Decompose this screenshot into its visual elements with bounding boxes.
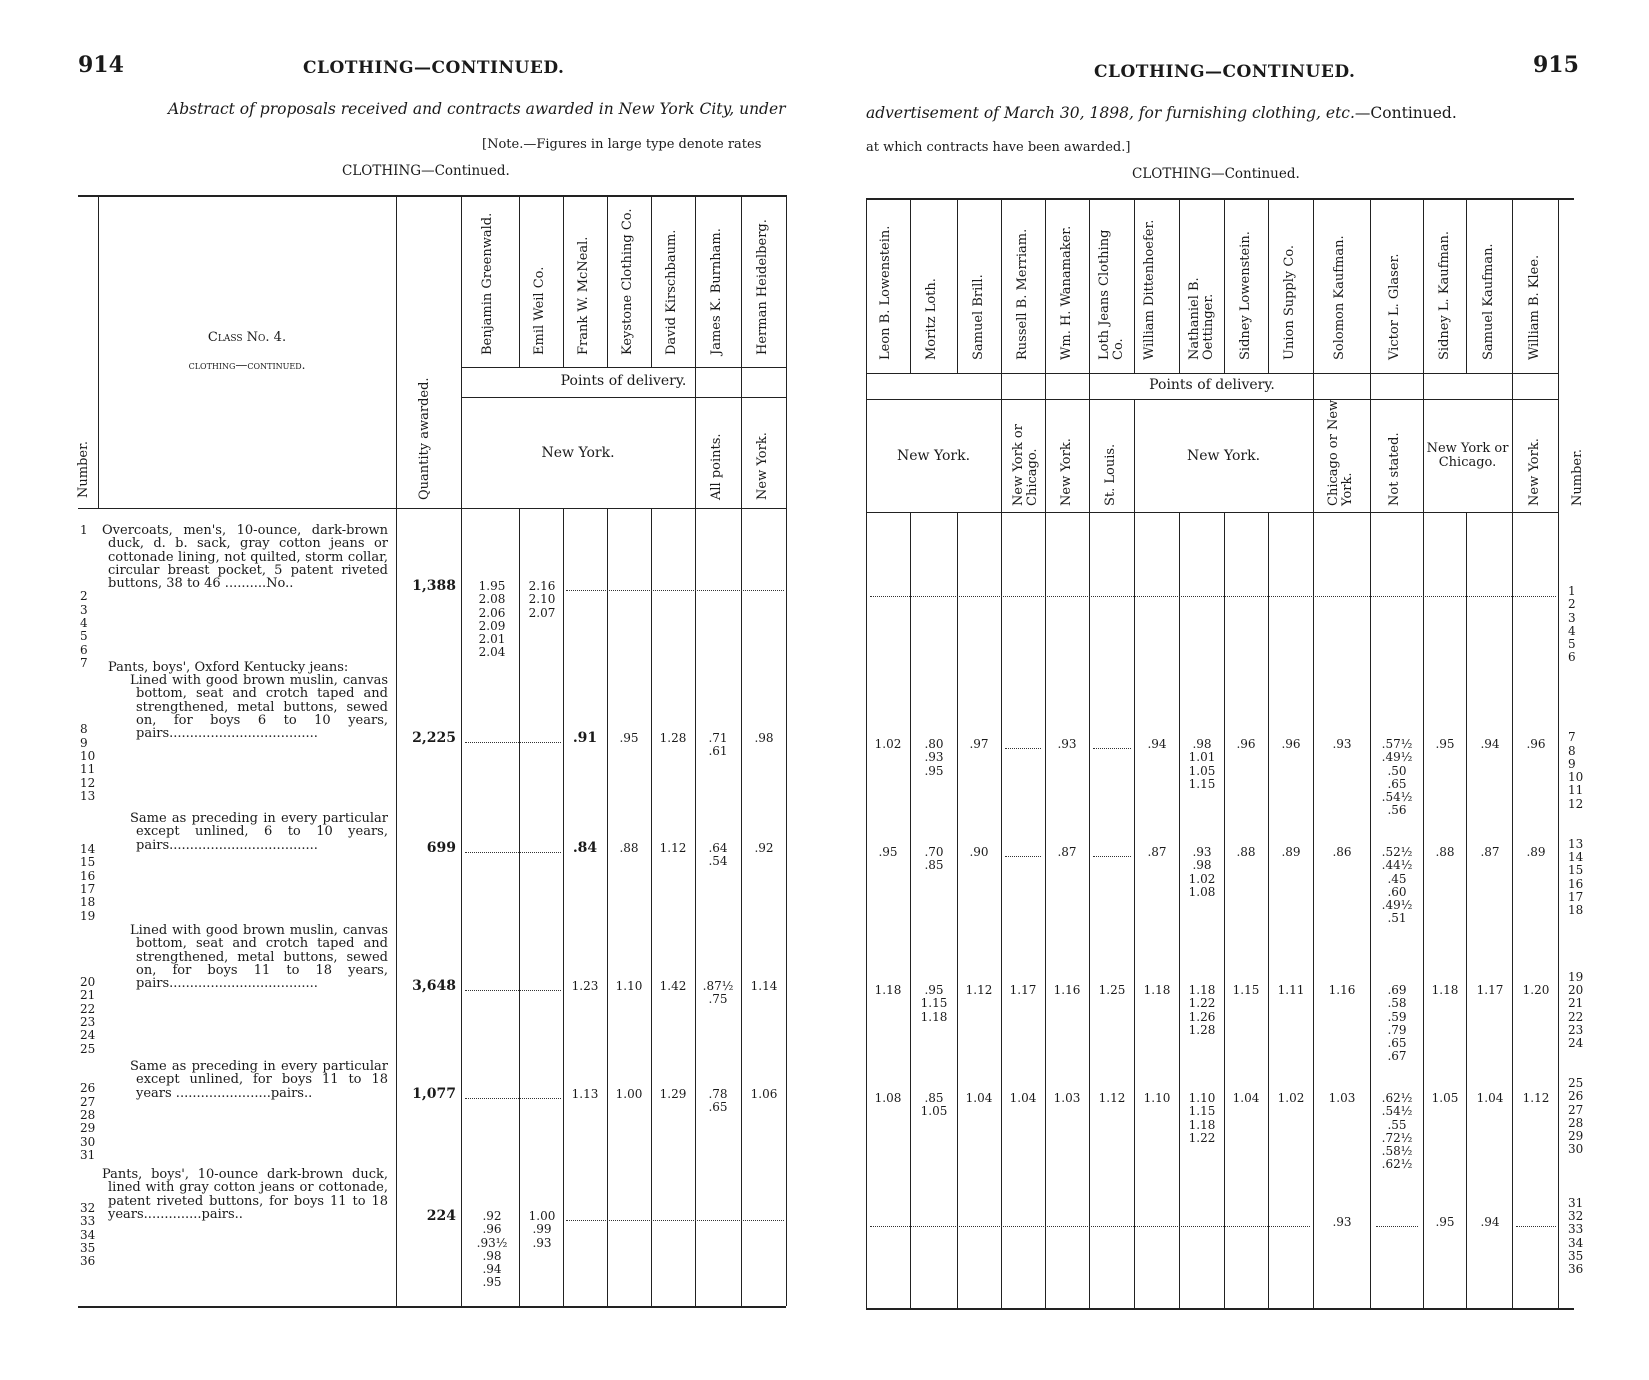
bid-values: .95 <box>1435 1215 1455 1229</box>
bid-values: .93 .98 1.02 1.08 <box>1188 845 1216 899</box>
bid-values: .88 <box>1236 845 1256 859</box>
subtitle: Abstract of proposals received and contracts awarded in New York City, under <box>168 100 786 118</box>
bidder-header: Loth Jeans Clothing Co. <box>1097 229 1126 360</box>
bid-values: .98 <box>754 731 774 745</box>
item-description: Lined with good brown muslin, canvas bottom, seat and crotch taped and strengthened, metal buttons, sewed on, for boys 6 to 10 years, pairs.................................... <box>130 673 388 742</box>
page-number: 915 <box>1533 52 1579 78</box>
delivery-new-york: New York. <box>1186 448 1261 464</box>
delivery-new-york: New York. <box>1059 438 1074 506</box>
bid-values: 1.10 <box>1143 1091 1171 1105</box>
bid-values: .64 .54 <box>708 841 728 869</box>
bid-values: .69 .58 .59 .79 .65 .67 <box>1387 983 1407 1064</box>
bid-values: 1.00 .99 .93 <box>528 1209 556 1250</box>
bid-values: .97 <box>969 737 989 751</box>
bid-values: 1.04 <box>965 1091 993 1105</box>
bid-values: 1.23 <box>571 979 599 993</box>
running-head: CLOTHING—CONTINUED. <box>1094 62 1356 82</box>
bid-values: .95 <box>878 845 898 859</box>
item-description: Same as preceding in every particular except unlined, 6 to 10 years, pairs.................................... <box>130 811 388 853</box>
bidder-header: Frank W. McNeal. <box>576 236 591 355</box>
delivery-ny-or-chicago: New York or Chicago. <box>1426 441 1509 471</box>
bidder-header: Nathaniel B. Oettinger. <box>1187 277 1216 360</box>
bid-values: .96 <box>1526 737 1546 751</box>
bid-values: .95 1.15 1.18 <box>920 983 948 1024</box>
bid-values: 1.04 <box>1476 1091 1504 1105</box>
subtitle <box>866 104 1457 122</box>
bidder-header: Victor L. Glaser. <box>1387 253 1402 360</box>
bid-values: .87 <box>1057 845 1077 859</box>
bid-values: .93 <box>1332 1215 1352 1229</box>
delivery-ny-or-chicago: New York or Chicago. <box>1011 424 1040 506</box>
bid-values: 1.42 <box>659 979 687 993</box>
page-number: 914 <box>78 52 124 78</box>
item-heading: Pants, boys', Oxford Kentucky jeans: <box>108 660 349 675</box>
bid-values: 1.20 <box>1522 983 1550 997</box>
bid-values: .71 .61 <box>708 731 728 759</box>
bid-values: .94 <box>1480 1215 1500 1229</box>
delivery-new-york: New York. <box>755 432 770 500</box>
bid-values: 1.03 <box>1053 1091 1081 1105</box>
bid-values: .70 .85 <box>924 845 944 873</box>
item-description: Lined with good brown muslin, canvas bottom, seat and crotch taped and strengthened, metal buttons, sewed on, for boys 11 to 18 years, pairs.................................... <box>130 923 388 992</box>
bidder-header: William Dittenhoefer. <box>1142 219 1157 360</box>
bidder-header: Sidney Lowenstein. <box>1238 231 1253 360</box>
points-of-delivery-label: Points of delivery. <box>560 373 687 389</box>
bidder-header: Samuel Brill. <box>971 274 986 360</box>
bid-values: .87 <box>1480 845 1500 859</box>
bid-values: 1.05 <box>1431 1091 1459 1105</box>
bidder-header: David Kirschbaum. <box>664 229 679 355</box>
bidder-header: Moritz Loth. <box>924 278 939 360</box>
bid-values: .88 <box>619 841 639 855</box>
bid-values: .93 <box>1332 737 1352 751</box>
bid-values: .94 <box>1480 737 1500 751</box>
bid-values: 1.14 <box>750 979 778 993</box>
bid-values: .89 <box>1281 845 1301 859</box>
row-numbers: 1 2 3 4 5 6 7 8 9 10 11 12 13 14 15 16 17 18 19 20 21 22 23 24 25 26 27 28 29 30 31 32 33 34 35 36 <box>1568 584 1584 1277</box>
bid-values: .88 <box>1435 845 1455 859</box>
bid-values: 1.04 <box>1232 1091 1260 1105</box>
quantity-header: Quantity awarded. <box>417 377 432 500</box>
subtitle-italic: advertisement of March 30, 1898, for furnishing clothing, etc. <box>866 104 1355 122</box>
bid-values: .85 1.05 <box>920 1091 948 1119</box>
bid-values: .84 <box>572 840 598 856</box>
bid-values: 1.16 <box>1328 983 1356 997</box>
bid-values: 1.25 <box>1098 983 1126 997</box>
bid-values: .86 <box>1332 845 1352 859</box>
bid-values: 1.15 <box>1232 983 1260 997</box>
bid-values: 1.18 <box>874 983 902 997</box>
bidder-header: Sidney L. Kaufman. <box>1437 230 1452 360</box>
delivery-chicago-or-ny: Chicago or New York. <box>1326 399 1355 506</box>
bid-values: 1.10 1.15 1.18 1.22 <box>1188 1091 1216 1145</box>
bid-values: 1.95 2.08 2.06 2.09 2.01 2.04 <box>478 579 506 660</box>
bid-values: 1.18 1.22 1.26 1.28 <box>1188 983 1216 1037</box>
item-description: Overcoats, men's, 10-ounce, dark-brown duck, d. b. sack, gray cotton jeans or cottonade lining, not quilted, storm collar, circular breast pocket, 5 patent riveted buttons, 38 to 46 ..........No.. <box>102 523 388 592</box>
bid-values: .96 <box>1281 737 1301 751</box>
quantity-awarded: 1,077 <box>412 1086 456 1102</box>
delivery-new-york: New York. <box>1527 438 1542 506</box>
bid-values: .80 .93 .95 <box>924 737 944 778</box>
bid-values: 1.00 <box>615 1087 643 1101</box>
quantity-awarded: 3,648 <box>412 978 456 994</box>
bidder-header: Wm. H. Wanamaker. <box>1059 225 1074 360</box>
bid-values: .57½ .49½ .50 .65 .54½ .56 <box>1381 737 1413 818</box>
bidder-header: Union Supply Co. <box>1282 244 1297 360</box>
item-description: Pants, boys', 10-ounce dark-brown duck, lined with gray cotton jeans or cottonade, patent riveted buttons, for boys 11 to 18 years..............pairs.. <box>102 1167 388 1222</box>
running-head: CLOTHING—CONTINUED. <box>303 58 565 78</box>
bid-values: .87 <box>1147 845 1167 859</box>
quantity-awarded: 699 <box>426 840 456 856</box>
bid-values: .98 1.01 1.05 1.15 <box>1188 737 1216 791</box>
bid-values: 2.16 2.10 2.07 <box>528 579 556 620</box>
bidder-header: Keystone Clothing Co. <box>620 208 635 355</box>
bid-values: .94 <box>1147 737 1167 751</box>
number-header: Number. <box>1570 448 1585 506</box>
quantity-awarded: 2,225 <box>412 730 456 746</box>
table-caption: CLOTHING—Continued. <box>1132 166 1300 182</box>
class-subtitle: clothing—continued. <box>188 358 306 372</box>
number-header: Number. <box>76 440 91 498</box>
bid-values: 1.13 <box>571 1087 599 1101</box>
delivery-all-points: All points. <box>709 433 724 500</box>
bid-values: .78 .65 <box>708 1087 728 1115</box>
bidder-header: James K. Burnham. <box>709 228 724 355</box>
bid-values: 1.16 <box>1053 983 1081 997</box>
note: at which contracts have been awarded.] <box>866 140 1131 155</box>
bid-values: .93 <box>1057 737 1077 751</box>
bid-values: .52½ .44½ .45 .60 .49½ .51 <box>1381 845 1413 926</box>
bid-values: 1.11 <box>1277 983 1305 997</box>
bid-values: .95 <box>619 731 639 745</box>
subtitle-roman: —Continued. <box>1354 104 1457 122</box>
bid-values: 1.12 <box>1098 1091 1126 1105</box>
bidder-header: Russell B. Merriam. <box>1015 228 1030 360</box>
bid-values: .90 <box>969 845 989 859</box>
bid-values: .95 <box>1435 737 1455 751</box>
bid-values: 1.18 <box>1143 983 1171 997</box>
delivery-new-york: New York. <box>541 445 615 461</box>
item-description: Same as preceding in every particular except unlined, for boys 11 to 18 years .......................pairs.. <box>130 1059 388 1101</box>
bidder-header: Herman Heidelberg. <box>755 219 770 355</box>
bid-values: 1.02 <box>874 737 902 751</box>
bid-values: 1.03 <box>1328 1091 1356 1105</box>
bidder-header: Samuel Kaufman. <box>1481 243 1496 360</box>
bidder-header: William B. Klee. <box>1527 254 1542 360</box>
bid-values: .91 <box>572 730 598 746</box>
table-caption: CLOTHING—Continued. <box>342 163 510 179</box>
note: [Note.—Figures in large type denote rates <box>482 137 762 152</box>
bidder-header: Emil Weil Co. <box>532 266 547 355</box>
bid-values: 1.10 <box>615 979 643 993</box>
bid-values: 1.28 <box>659 731 687 745</box>
bid-values: 1.06 <box>750 1087 778 1101</box>
bid-values: 1.08 <box>874 1091 902 1105</box>
quantity-awarded: 224 <box>426 1208 456 1224</box>
bid-values: 1.04 <box>1009 1091 1037 1105</box>
delivery-not-stated: Not stated. <box>1387 432 1402 506</box>
bid-values: 1.18 <box>1431 983 1459 997</box>
bidder-header: Benjamin Greenwald. <box>480 212 495 355</box>
bidder-header: Solomon Kaufman. <box>1332 235 1347 360</box>
quantity-awarded: 1,388 <box>412 578 456 594</box>
bid-values: 1.17 <box>1009 983 1037 997</box>
delivery-new-york: New York. <box>896 448 971 464</box>
bid-values: .62½ .54½ .55 .72½ .58½ .62½ <box>1381 1091 1413 1172</box>
bid-values: 1.17 <box>1476 983 1504 997</box>
delivery-st-louis: St. Louis. <box>1103 443 1118 506</box>
bid-values: 1.29 <box>659 1087 687 1101</box>
bid-values: .92 .96 .93½ .98 .94 .95 <box>476 1209 508 1290</box>
bid-values: 1.12 <box>1522 1091 1550 1105</box>
bid-values: .96 <box>1236 737 1256 751</box>
bid-values: .87½ .75 <box>702 979 734 1007</box>
bid-values: 1.12 <box>965 983 993 997</box>
class-title: Class No. 4. <box>207 330 287 345</box>
points-of-delivery-label: Points of delivery. <box>1149 377 1275 393</box>
row-numbers: 1 2 3 4 5 6 7 8 9 10 11 12 13 14 15 16 17 18 19 20 21 22 23 24 25 26 27 28 29 30 31 32 33 34 35 36 <box>80 523 96 1269</box>
bidder-header: Leon B. Lowenstein. <box>878 225 893 360</box>
bid-values: 1.02 <box>1277 1091 1305 1105</box>
bid-values: .89 <box>1526 845 1546 859</box>
bid-values: 1.12 <box>659 841 687 855</box>
bid-values: .92 <box>754 841 774 855</box>
